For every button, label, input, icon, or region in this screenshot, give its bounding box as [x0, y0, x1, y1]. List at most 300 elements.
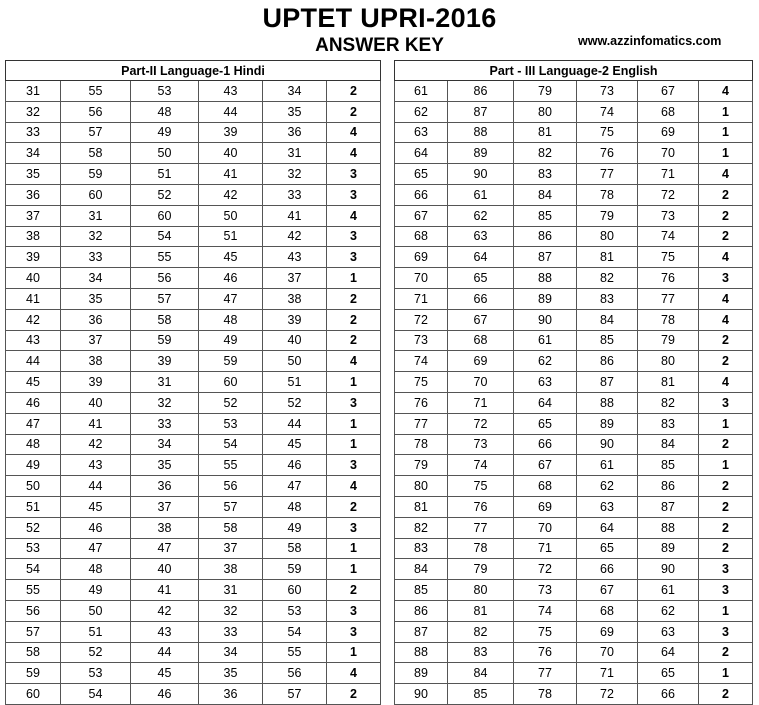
question-number-cell: 88 [395, 642, 448, 663]
question-number-cell: 34 [6, 143, 61, 164]
question-number-cell: 48 [6, 434, 61, 455]
question-number-cell: 42 [263, 226, 327, 247]
question-number-cell: 35 [61, 288, 131, 309]
question-number-cell: 32 [199, 600, 263, 621]
answer-cell: 2 [327, 101, 381, 122]
question-number-cell: 41 [6, 288, 61, 309]
question-number-cell: 52 [263, 392, 327, 413]
question-number-cell: 34 [131, 434, 199, 455]
question-number-cell: 60 [263, 580, 327, 601]
table-row [6, 143, 381, 164]
question-number-cell: 85 [448, 684, 514, 705]
table-row [395, 476, 753, 497]
question-number-cell: 65 [577, 538, 638, 559]
question-number-cell: 36 [263, 122, 327, 143]
question-number-cell: 66 [448, 288, 514, 309]
question-number-cell: 42 [6, 309, 61, 330]
question-number-cell: 50 [131, 143, 199, 164]
answer-cell: 4 [699, 309, 753, 330]
question-number-cell: 89 [514, 288, 577, 309]
question-number-cell: 80 [395, 476, 448, 497]
question-number-cell: 89 [448, 143, 514, 164]
question-number-cell: 44 [199, 101, 263, 122]
website-label: www.azzinfomatics.com [578, 34, 722, 48]
question-number-cell: 37 [6, 205, 61, 226]
question-number-cell: 63 [514, 372, 577, 393]
question-number-cell: 90 [514, 309, 577, 330]
answer-cell: 3 [327, 392, 381, 413]
question-number-cell: 89 [577, 413, 638, 434]
answer-cell: 1 [699, 413, 753, 434]
question-number-cell: 69 [395, 247, 448, 268]
question-number-cell: 86 [395, 600, 448, 621]
question-number-cell: 32 [61, 226, 131, 247]
question-number-cell: 38 [61, 351, 131, 372]
table-row [6, 434, 381, 455]
answer-cell: 1 [327, 538, 381, 559]
question-number-cell: 45 [131, 663, 199, 684]
table-row [395, 600, 753, 621]
question-number-cell: 57 [6, 621, 61, 642]
question-number-cell: 51 [6, 496, 61, 517]
question-number-cell: 61 [514, 330, 577, 351]
question-number-cell: 36 [6, 184, 61, 205]
question-number-cell: 50 [199, 205, 263, 226]
question-number-cell: 35 [199, 663, 263, 684]
question-number-cell: 76 [577, 143, 638, 164]
question-number-cell: 56 [61, 101, 131, 122]
question-number-cell: 75 [577, 122, 638, 143]
question-number-cell: 73 [448, 434, 514, 455]
question-number-cell: 49 [199, 330, 263, 351]
question-number-cell: 67 [577, 580, 638, 601]
table-row [6, 226, 381, 247]
table-row [6, 684, 381, 705]
question-number-cell: 66 [514, 434, 577, 455]
question-number-cell: 51 [131, 164, 199, 185]
question-number-cell: 78 [514, 684, 577, 705]
question-number-cell: 46 [263, 455, 327, 476]
question-number-cell: 40 [61, 392, 131, 413]
table-row [6, 455, 381, 476]
question-number-cell: 77 [448, 517, 514, 538]
table-row [6, 288, 381, 309]
question-number-cell: 37 [263, 268, 327, 289]
answer-cell: 1 [699, 663, 753, 684]
table-row [395, 184, 753, 205]
table-row [395, 247, 753, 268]
question-number-cell: 53 [263, 600, 327, 621]
question-number-cell: 56 [263, 663, 327, 684]
question-number-cell: 43 [61, 455, 131, 476]
answer-cell: 3 [699, 621, 753, 642]
question-number-cell: 81 [395, 496, 448, 517]
table-row [6, 184, 381, 205]
question-number-cell: 43 [6, 330, 61, 351]
question-number-cell: 55 [199, 455, 263, 476]
table-row [395, 455, 753, 476]
table-row [395, 330, 753, 351]
question-number-cell: 46 [61, 517, 131, 538]
question-number-cell: 55 [6, 580, 61, 601]
answer-cell: 3 [327, 226, 381, 247]
question-number-cell: 58 [6, 642, 61, 663]
answer-cell: 1 [327, 413, 381, 434]
question-number-cell: 52 [6, 517, 61, 538]
question-number-cell: 33 [131, 413, 199, 434]
question-number-cell: 83 [577, 288, 638, 309]
question-number-cell: 41 [263, 205, 327, 226]
question-number-cell: 52 [131, 184, 199, 205]
question-number-cell: 43 [263, 247, 327, 268]
table-row [395, 205, 753, 226]
question-number-cell: 42 [131, 600, 199, 621]
question-number-cell: 51 [263, 372, 327, 393]
table-row [395, 580, 753, 601]
answer-cell: 4 [699, 81, 753, 102]
answer-cell: 3 [327, 455, 381, 476]
question-number-cell: 47 [131, 538, 199, 559]
question-number-cell: 45 [6, 372, 61, 393]
question-number-cell: 39 [263, 309, 327, 330]
question-number-cell: 63 [395, 122, 448, 143]
answer-cell: 2 [699, 184, 753, 205]
table-row [395, 143, 753, 164]
question-number-cell: 41 [199, 164, 263, 185]
question-number-cell: 56 [6, 600, 61, 621]
question-number-cell: 31 [199, 580, 263, 601]
question-number-cell: 44 [263, 413, 327, 434]
answer-cell: 1 [699, 455, 753, 476]
question-number-cell: 53 [199, 413, 263, 434]
table-row [6, 413, 381, 434]
question-number-cell: 67 [448, 309, 514, 330]
question-number-cell: 49 [6, 455, 61, 476]
table-row [395, 621, 753, 642]
question-number-cell: 72 [638, 184, 699, 205]
table-heading: Part - III Language-2 English [395, 61, 753, 81]
question-number-cell: 84 [395, 559, 448, 580]
answer-cell: 2 [699, 205, 753, 226]
question-number-cell: 79 [638, 330, 699, 351]
question-number-cell: 89 [638, 538, 699, 559]
question-number-cell: 74 [638, 226, 699, 247]
question-number-cell: 66 [577, 559, 638, 580]
question-number-cell: 48 [61, 559, 131, 580]
table-row [6, 496, 381, 517]
question-number-cell: 32 [6, 101, 61, 122]
table-row [395, 351, 753, 372]
question-number-cell: 85 [395, 580, 448, 601]
question-number-cell: 85 [577, 330, 638, 351]
question-number-cell: 66 [395, 184, 448, 205]
question-number-cell: 72 [514, 559, 577, 580]
table-row [395, 684, 753, 705]
question-number-cell: 82 [577, 268, 638, 289]
answer-cell: 2 [699, 226, 753, 247]
question-number-cell: 86 [638, 476, 699, 497]
answer-cell: 3 [699, 268, 753, 289]
question-number-cell: 47 [199, 288, 263, 309]
question-number-cell: 34 [199, 642, 263, 663]
answer-cell: 1 [699, 101, 753, 122]
answer-cell: 2 [699, 642, 753, 663]
question-number-cell: 79 [448, 559, 514, 580]
question-number-cell: 59 [131, 330, 199, 351]
question-number-cell: 35 [263, 101, 327, 122]
question-number-cell: 50 [263, 351, 327, 372]
question-number-cell: 49 [61, 580, 131, 601]
question-number-cell: 67 [395, 205, 448, 226]
question-number-cell: 38 [263, 288, 327, 309]
answer-cell: 3 [699, 580, 753, 601]
question-number-cell: 83 [514, 164, 577, 185]
question-number-cell: 77 [638, 288, 699, 309]
question-number-cell: 56 [131, 268, 199, 289]
question-number-cell: 34 [61, 268, 131, 289]
question-number-cell: 70 [638, 143, 699, 164]
question-number-cell: 51 [61, 621, 131, 642]
question-number-cell: 61 [638, 580, 699, 601]
question-number-cell: 31 [61, 205, 131, 226]
question-number-cell: 31 [263, 143, 327, 164]
question-number-cell: 65 [638, 663, 699, 684]
answer-cell: 3 [699, 392, 753, 413]
question-number-cell: 83 [395, 538, 448, 559]
question-number-cell: 81 [577, 247, 638, 268]
question-number-cell: 74 [395, 351, 448, 372]
answer-cell: 3 [327, 164, 381, 185]
table-row [395, 559, 753, 580]
question-number-cell: 54 [6, 559, 61, 580]
question-number-cell: 33 [61, 247, 131, 268]
table-row [6, 476, 381, 497]
question-number-cell: 78 [638, 309, 699, 330]
question-number-cell: 69 [448, 351, 514, 372]
answer-cell: 1 [327, 434, 381, 455]
table-row [395, 434, 753, 455]
question-number-cell: 62 [395, 101, 448, 122]
question-number-cell: 72 [395, 309, 448, 330]
question-number-cell: 47 [61, 538, 131, 559]
question-number-cell: 64 [638, 642, 699, 663]
table-row [395, 496, 753, 517]
question-number-cell: 48 [131, 101, 199, 122]
question-number-cell: 37 [131, 496, 199, 517]
english-answer-table [394, 60, 753, 705]
question-number-cell: 36 [199, 684, 263, 705]
answer-cell: 2 [699, 476, 753, 497]
question-number-cell: 79 [514, 81, 577, 102]
question-number-cell: 41 [61, 413, 131, 434]
answer-cell: 1 [327, 559, 381, 580]
question-number-cell: 59 [61, 164, 131, 185]
hindi-answer-table [5, 60, 381, 705]
question-number-cell: 81 [448, 600, 514, 621]
table-row [395, 517, 753, 538]
table-row [6, 164, 381, 185]
table-row [395, 413, 753, 434]
answer-cell: 1 [699, 600, 753, 621]
question-number-cell: 73 [514, 580, 577, 601]
answer-cell: 2 [699, 496, 753, 517]
question-number-cell: 45 [263, 434, 327, 455]
question-number-cell: 57 [61, 122, 131, 143]
table-row [395, 288, 753, 309]
question-number-cell: 78 [577, 184, 638, 205]
table-row [6, 205, 381, 226]
question-number-cell: 50 [61, 600, 131, 621]
table-row [395, 309, 753, 330]
question-number-cell: 65 [514, 413, 577, 434]
question-number-cell: 59 [6, 663, 61, 684]
table-row [6, 309, 381, 330]
question-number-cell: 76 [448, 496, 514, 517]
question-number-cell: 86 [577, 351, 638, 372]
table-row [6, 663, 381, 684]
question-number-cell: 52 [199, 392, 263, 413]
question-number-cell: 85 [638, 455, 699, 476]
answer-cell: 2 [699, 517, 753, 538]
question-number-cell: 75 [448, 476, 514, 497]
answer-cell: 3 [327, 247, 381, 268]
answer-cell: 3 [327, 600, 381, 621]
question-number-cell: 68 [448, 330, 514, 351]
table-row [6, 122, 381, 143]
question-number-cell: 32 [263, 164, 327, 185]
answer-cell: 4 [327, 476, 381, 497]
page-title: UPTET UPRI-2016 [262, 3, 497, 33]
question-number-cell: 71 [638, 164, 699, 185]
table-row [395, 663, 753, 684]
question-number-cell: 86 [448, 81, 514, 102]
question-number-cell: 86 [514, 226, 577, 247]
question-number-cell: 88 [448, 122, 514, 143]
question-number-cell: 52 [61, 642, 131, 663]
question-number-cell: 88 [577, 392, 638, 413]
question-number-cell: 47 [6, 413, 61, 434]
question-number-cell: 79 [577, 205, 638, 226]
question-number-cell: 72 [448, 413, 514, 434]
answer-cell: 4 [327, 351, 381, 372]
table-row [6, 517, 381, 538]
answer-cell: 4 [327, 663, 381, 684]
question-number-cell: 64 [395, 143, 448, 164]
answer-cell: 3 [327, 184, 381, 205]
table-row [395, 101, 753, 122]
question-number-cell: 55 [61, 81, 131, 102]
table-heading: Part-II Language-1 Hindi [6, 61, 381, 81]
answer-cell: 4 [699, 372, 753, 393]
question-number-cell: 80 [577, 226, 638, 247]
question-number-cell: 31 [6, 81, 61, 102]
question-number-cell: 82 [638, 392, 699, 413]
question-number-cell: 49 [263, 517, 327, 538]
answer-cell: 2 [699, 538, 753, 559]
question-number-cell: 76 [395, 392, 448, 413]
question-number-cell: 48 [263, 496, 327, 517]
question-number-cell: 64 [514, 392, 577, 413]
question-number-cell: 58 [263, 538, 327, 559]
table-row [6, 101, 381, 122]
question-number-cell: 59 [199, 351, 263, 372]
question-number-cell: 89 [395, 663, 448, 684]
question-number-cell: 57 [199, 496, 263, 517]
table-row [395, 538, 753, 559]
question-number-cell: 37 [61, 330, 131, 351]
question-number-cell: 87 [395, 621, 448, 642]
question-number-cell: 42 [199, 184, 263, 205]
question-number-cell: 76 [514, 642, 577, 663]
question-number-cell: 63 [577, 496, 638, 517]
answer-cell: 2 [327, 580, 381, 601]
question-number-cell: 87 [448, 101, 514, 122]
question-number-cell: 43 [131, 621, 199, 642]
table-row [395, 122, 753, 143]
answer-cell: 1 [699, 143, 753, 164]
question-number-cell: 49 [131, 122, 199, 143]
answer-cell: 2 [327, 684, 381, 705]
question-number-cell: 84 [577, 309, 638, 330]
answer-cell: 3 [327, 517, 381, 538]
table-row [395, 226, 753, 247]
question-number-cell: 39 [131, 351, 199, 372]
question-number-cell: 82 [395, 517, 448, 538]
question-number-cell: 39 [6, 247, 61, 268]
table-row [6, 621, 381, 642]
answer-cell: 2 [699, 434, 753, 455]
question-number-cell: 87 [514, 247, 577, 268]
question-number-cell: 68 [638, 101, 699, 122]
question-number-cell: 31 [131, 372, 199, 393]
answer-cell: 2 [327, 288, 381, 309]
question-number-cell: 34 [263, 81, 327, 102]
question-number-cell: 71 [395, 288, 448, 309]
question-number-cell: 88 [638, 517, 699, 538]
question-number-cell: 36 [131, 476, 199, 497]
question-number-cell: 38 [131, 517, 199, 538]
question-number-cell: 85 [514, 205, 577, 226]
table-row [6, 580, 381, 601]
question-number-cell: 74 [514, 600, 577, 621]
question-number-cell: 68 [577, 600, 638, 621]
question-number-cell: 55 [131, 247, 199, 268]
question-number-cell: 57 [131, 288, 199, 309]
question-number-cell: 82 [514, 143, 577, 164]
question-number-cell: 63 [448, 226, 514, 247]
question-number-cell: 84 [448, 663, 514, 684]
question-number-cell: 38 [6, 226, 61, 247]
question-number-cell: 40 [263, 330, 327, 351]
question-number-cell: 68 [514, 476, 577, 497]
answer-cell: 3 [327, 621, 381, 642]
question-number-cell: 40 [199, 143, 263, 164]
table-row [6, 81, 381, 102]
answer-cell: 2 [699, 351, 753, 372]
question-number-cell: 75 [395, 372, 448, 393]
question-number-cell: 45 [199, 247, 263, 268]
question-number-cell: 39 [199, 122, 263, 143]
question-number-cell: 38 [199, 559, 263, 580]
table-row [6, 330, 381, 351]
answer-cell: 4 [699, 164, 753, 185]
question-number-cell: 58 [131, 309, 199, 330]
question-number-cell: 62 [448, 205, 514, 226]
question-number-cell: 61 [448, 184, 514, 205]
question-number-cell: 54 [199, 434, 263, 455]
question-number-cell: 48 [199, 309, 263, 330]
question-number-cell: 81 [638, 372, 699, 393]
